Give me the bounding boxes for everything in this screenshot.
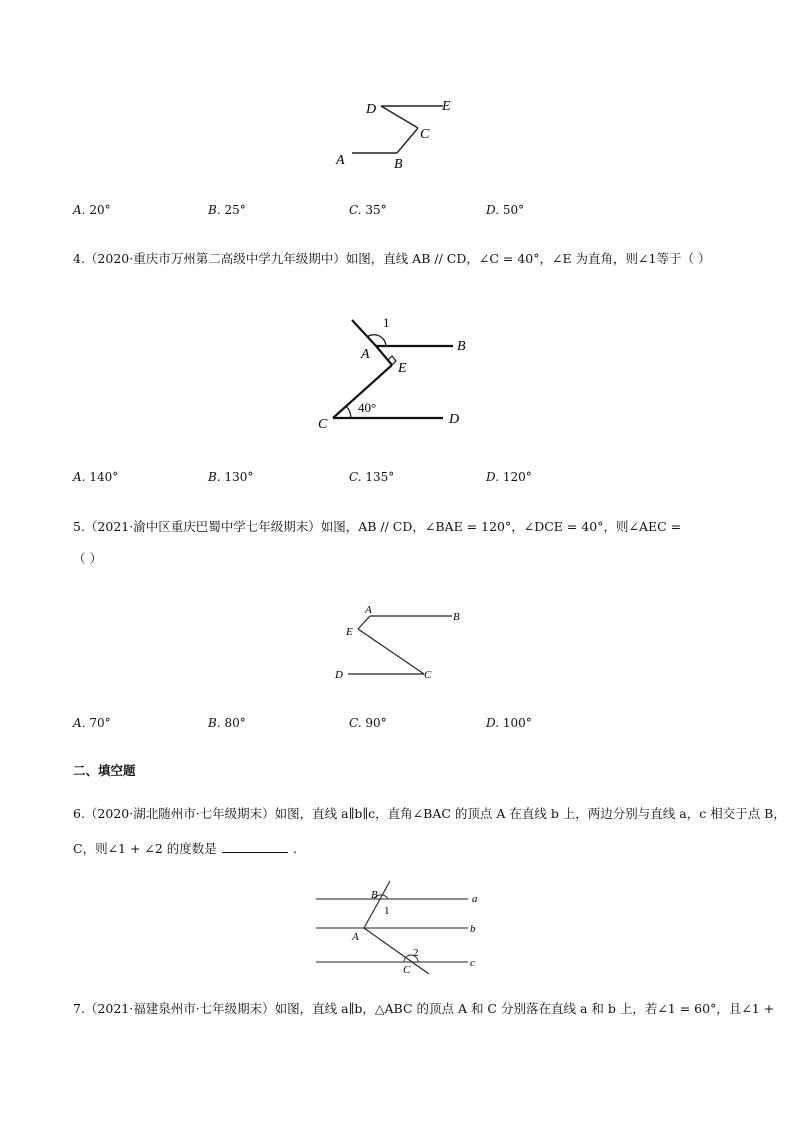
line-ac-ray [364,928,429,974]
q5-option-c[interactable] [349,717,387,729]
label-b-line: b [470,923,476,935]
label-c: C [424,669,432,681]
option-letter: C. [349,203,362,217]
label-b-point: B [371,889,378,901]
q3-option-d[interactable] [486,204,524,216]
answer-blank[interactable] [222,841,288,853]
q6-figure [312,876,492,980]
option-value: 70° [89,716,111,730]
label-a-point: A [352,931,359,943]
label-2: 2 [413,947,419,959]
q6-stem-cont: C，则∠1 + ∠2 的度数是 [73,841,217,856]
label-b: B [457,339,466,354]
q6-stem-line2 [73,838,297,857]
line-dc [381,106,418,128]
option-letter: B. [208,203,221,217]
label-40: 40° [358,400,377,415]
q5-stem-cont: （ ） [73,551,102,566]
option-letter: A. [73,716,86,730]
q4-option-a[interactable] [73,471,118,483]
option-value: 140° [89,470,119,484]
option-letter: A. [73,203,86,217]
q3-figure [330,92,470,176]
option-value: 80° [224,716,246,730]
label-1: 1 [384,905,390,917]
q3-option-c[interactable] [349,204,387,216]
line-ec [358,629,424,674]
label-c: C [318,417,328,432]
option-letter: D. [486,716,500,730]
option-letter: B. [208,716,221,730]
label-c: C [420,127,430,142]
label-a: A [365,604,372,616]
label-d: D [335,669,343,681]
label-d: D [366,102,377,117]
line-cb [397,128,418,153]
q5-option-a[interactable] [73,717,111,729]
label-a: A [336,153,345,168]
q4-option-d[interactable] [486,471,532,483]
option-letter: C. [349,716,362,730]
option-value: 35° [365,203,387,217]
option-value: 120° [502,470,532,484]
option-letter: A. [73,470,86,484]
option-value: 20° [89,203,111,217]
label-a-line: a [472,893,478,905]
label-1: 1 [383,315,390,330]
q3-option-b[interactable] [208,204,246,216]
option-value: 130° [224,470,254,484]
line-ae [376,346,392,365]
label-b: B [394,157,403,172]
q5-option-d[interactable] [486,717,532,729]
q5-option-b[interactable] [208,717,246,729]
option-value: 50° [502,203,525,217]
label-e: E [398,361,407,376]
label-e: E [442,99,451,114]
q4-stem: 4.（2020·重庆市万州第二高级中学九年级期中）如图，直线 AB // CD，∠C = 40°，∠E 为直角，则∠1等于（ ） [73,251,711,266]
option-letter: B. [208,470,221,484]
q4-option-c[interactable] [349,471,394,483]
q7-stem: 7.（2021·福建泉州市·七年级期末）如图，直线 a∥b，△ABC 的顶点 A 和 C 分别落在直线 a 和 b 上，若∠1 = 60°，且∠1 + [73,1001,775,1016]
option-letter: C. [349,470,362,484]
label-e: E [346,626,353,638]
angle-40-arc [346,406,351,418]
q5-figure [330,600,470,686]
label-a: A [361,347,370,362]
option-value: 25° [224,203,246,217]
line-ae [358,616,370,629]
option-value: 100° [502,716,532,730]
q6-stem: 6.（2020·湖北随州市·七年级期末）如图，直线 a∥b∥c，直角∠BAC 的顶点 A 在直线 b 上，两边分别与直线 a，c 相交于点 B， [73,806,786,821]
option-value: 90° [365,716,387,730]
line-ray-1 [352,320,376,346]
q3-option-a[interactable] [73,204,111,216]
q4-figure [310,308,480,432]
label-c-point: C [403,964,411,976]
section-heading: 二、填空题 [73,763,136,778]
option-letter: D. [486,203,500,217]
option-value: 135° [365,470,395,484]
q5-stem: 5.（2021·渝中区重庆巴蜀中学七年级期末）如图，AB // CD，∠BAE = 120°，∠DCE = 40°，则∠AEC = [73,519,682,534]
label-d: D [449,412,460,427]
option-letter: D. [486,470,500,484]
q4-option-b[interactable] [208,471,253,483]
q6-stem-end: . [293,841,297,856]
label-c-line: c [470,957,475,969]
label-b: B [453,611,460,623]
